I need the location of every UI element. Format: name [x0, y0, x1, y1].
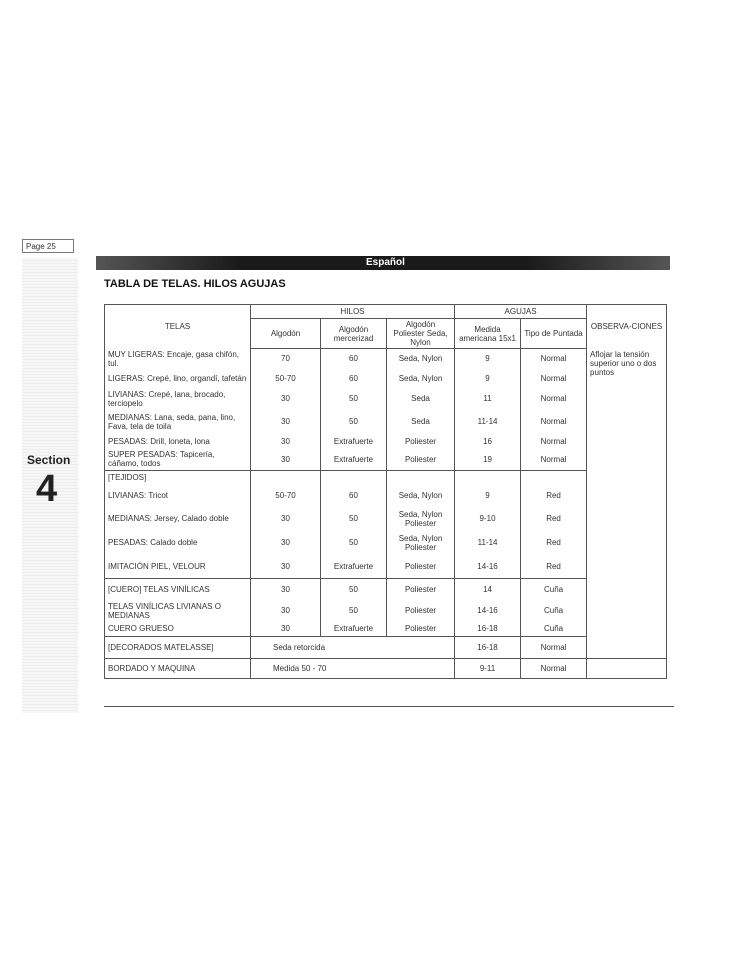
- header-observaciones: OBSERVA-CIONES: [587, 305, 667, 349]
- header-algodon-poliester: Algodón Poliester Seda, Nylon: [387, 319, 455, 349]
- table-row: MEDIANAS: Lana, seda, pana, lino, Fava, tela de toila 30 50 Seda 11-14 Normal: [105, 409, 667, 435]
- table-row: MUY LIGERAS: Encaje, gasa chifón, tul. 70 60 Seda, Nylon 9 Normal Aflojar la tensión superior uno o dos puntos: [105, 349, 667, 369]
- table-row: LIGERAS: Crepé, lino, organdí, tafetán 50-70 60 Seda, Nylon 9 Normal: [105, 369, 667, 389]
- table-row: TELAS VINÍLICAS LIVIANAS O MEDIANAS 30 50 Poliester 14-16 Cuña: [105, 601, 667, 621]
- observacion-note: Aflojar la tensión superior uno o dos puntos: [587, 349, 667, 471]
- table-row: [DECORADOS MATELASSE] Seda retorcida 16-18 Normal: [105, 637, 667, 659]
- group-heading-tejidos: [TEJIDOS]: [105, 471, 251, 485]
- header-algodon: Algodón: [251, 319, 321, 349]
- table-row: SUPER PESADAS: Tapicería, cáñamo, todos 30 Extrafuerte Poliester 19 Normal: [105, 449, 667, 471]
- fabric-thread-needle-table: [104, 304, 667, 679]
- table-row: PESADAS: Calado doble 30 50 Seda, Nylon Poliester 11-14 Red: [105, 531, 667, 555]
- header-tipo-puntada: Tipo de Puntada: [521, 319, 587, 349]
- language-label: Español: [366, 257, 405, 268]
- section-number: 4: [36, 468, 58, 510]
- table-row: [CUERO] TELAS VINÍLICAS 30 50 Poliester 14 Cuña: [105, 579, 667, 601]
- language-bar: [96, 256, 670, 270]
- header-algodon-mercerizado: Algodón mercerizad: [321, 319, 387, 349]
- table-row: IMITACIÓN PIEL, VELOUR 30 Extrafuerte Poliester 14-16 Red: [105, 555, 667, 579]
- table-row: LIVIANAS: Crepé, lana, brocado, terciopelo 30 50 Seda 11 Normal: [105, 389, 667, 409]
- header-telas: TELAS: [105, 305, 251, 349]
- table-row: CUERO GRUESO 30 Extrafuerte Poliester 16-18 Cuña: [105, 621, 667, 637]
- bottom-rule: [104, 706, 674, 707]
- table-row: [105, 471, 667, 485]
- table-row: PESADAS: Drill, loneta, lona 30 Extrafuerte Poliester 16 Normal: [105, 435, 667, 449]
- table-row: LIVIANAS: Tricot 50-70 60 Seda, Nylon 9 Red: [105, 485, 667, 507]
- header-hilos: HILOS: [251, 305, 455, 319]
- header-agujas: AGUJAS: [455, 305, 587, 319]
- section-label: Section: [27, 453, 71, 467]
- table-row: MEDIANAS: Jersey, Calado doble 30 50 Seda, Nylon Poliester 9-10 Red: [105, 507, 667, 531]
- table-title: TABLA DE TELAS. HILOS AGUJAS: [104, 278, 286, 290]
- header-medida: Medida americana 15x1: [455, 319, 521, 349]
- table-row: BORDADO Y MAQUINA Medida 50 - 70 9-11 Normal: [105, 659, 667, 679]
- page-label: Page 25: [22, 239, 74, 253]
